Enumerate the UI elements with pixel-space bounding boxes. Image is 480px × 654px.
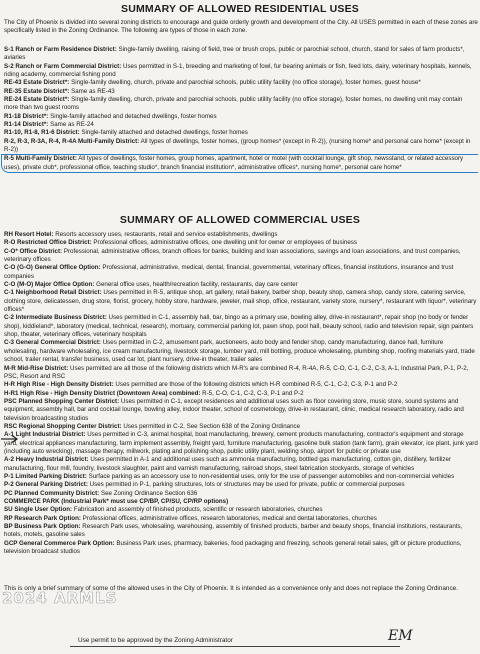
district-code: S-2 Ranch or Farm Commercial District: <box>4 62 122 70</box>
signature-line <box>70 646 400 647</box>
district-uses: Business Park uses, pharmacy, bakeries, food packaging and freezing, schools general retail sales, gift or picture productions, television broadcast studios <box>4 539 462 556</box>
district-uses: R-5, C-O, C-1, C-2, C-3, P-1 and P-2 <box>202 389 304 397</box>
district-uses: Uses permitted in C-3, animal hospital, boat manufacturing, brewery, cement products manufacturing, contractor's equipment and storage yard, electrical appliances manufacturing, farm implement assembly, freight yard, furniture manufacturing, gasoline bulk station (tank farm), grain elevator, ice plant, junk yard (including auto wrecking), massage therapy, millwork, plating and polishing shop, public utility plant, welding shop, airport for public or private use <box>4 431 478 455</box>
list-item <box>4 96 478 113</box>
commercial-use-list <box>4 231 478 556</box>
district-uses: Single-family attached and detached dwellings, foster homes <box>50 112 217 120</box>
residential-title: SUMMARY OF ALLOWED RESIDENTIAL USES <box>120 3 359 15</box>
district-uses: Uses permitted in P-1, parking structures, lots or structures may be used for private, public or commercial purposes <box>89 481 405 489</box>
district-code: RSC Regional Shopping Center District: <box>4 422 122 430</box>
list-item <box>4 498 478 506</box>
list-item <box>4 398 478 423</box>
list-item <box>4 79 478 87</box>
district-uses: Professional offices, administrative offices, one dwelling unit for owner or employees of business <box>93 239 357 247</box>
list-item <box>4 88 478 96</box>
district-uses: All types of dwellings, foster homes, (group homes* (except in R-2)), (nursing home* and personal care home* (except in R-2)) <box>4 137 471 154</box>
district-uses: Same as RE-43 <box>71 87 115 95</box>
district-code: M-R Mid-Rise District: <box>4 364 69 372</box>
district-code: C-2 Intermediate Business District: <box>4 314 107 322</box>
list-item <box>4 481 478 489</box>
district-uses: Resorts accessory uses, restaurants, retail and service establishments, dwellings <box>55 231 278 238</box>
district-uses: Research Park uses, wholesaling, warehousing, assembly of finished products, barber and beauty shops, financial institutions, restaurants, hotels, motels, gasoline sales <box>4 523 463 539</box>
district-code: R-5 Multi-Family District: <box>4 155 77 163</box>
district-code: RE-43 Estate District*: <box>4 79 70 87</box>
district-uses: Uses permitted in C-1, except residences and additional uses such as floor covering store, music store, sound systems and equipment, assembly hall, bar and cocktail lounge, bowling alley, indoor theater, school of cosmetology, drive-in restaurant, clinic, medical research laboratory, radio and television broadcasting studios <box>4 397 464 422</box>
list-item <box>4 129 478 137</box>
district-uses: Professional offices, administrative offices, research laboratories, medical and dental laboratories, churches <box>82 514 377 522</box>
list-item <box>4 264 478 281</box>
district-uses: Uses permitted in S-1, breeding and marketing of fowl, fur bearing animals or fish, feed lots, dairy, veterinary hospitals, kennels, riding academy, commercial fishing pond <box>4 62 472 79</box>
district-uses: Uses permitted in A-1 and additional uses such as ammonia manufacturing, bottled gas manufacturing, cotton gin, distillery, fertilizer manufacturing, flour mill, foundry, livestock slaughter, paint and varnish manufacturing, railroad shops, steel fabrication stockyards, storage of vehicles <box>4 456 451 472</box>
list-item <box>4 506 478 514</box>
commercial-title: SUMMARY OF ALLOWED COMMERCIAL USES <box>119 214 361 226</box>
list-item <box>4 63 478 80</box>
district-uses: Professional, administrative offices, branch offices for banks, building and loan associations, savings and loan associations, and trust companies, veterinary offices <box>4 247 461 264</box>
district-uses: Single-family dwelling, church, private and parochial schools, public utility facility (no office storage), foster homes, no dwelling unit may contain more than two guest rooms <box>4 96 463 112</box>
district-code: H-R1 High Rise - High Density District (Downtown Area) combined: <box>4 389 201 397</box>
intro-paragraph: The City of Phoenix is divided into several zoning districts to encourage and guide orderly growth and development of the City. All USES permitted in each of these zones are specifically listed in the Zoning Ordinance. The following are types of those in each zone. <box>4 19 478 35</box>
district-code: A-1 Light Industrial District: <box>4 431 86 439</box>
district-uses: Single-family attached and detached dwellings, foster homes <box>81 129 248 137</box>
district-uses: Professional, administrative, medical, dental, financial, governmental, veterinary offices, financial institutions, insurance and trust companies <box>4 264 454 280</box>
list-item <box>4 239 478 247</box>
district-code: BP Business Park Option: <box>4 523 81 531</box>
district-uses: General office uses, health/recreation facility, restaurants, day care center <box>96 281 298 289</box>
district-code: R1-14 District*: <box>4 121 49 129</box>
list-item <box>4 456 478 473</box>
district-code: S-1 Ranch or Farm Residence District: <box>4 46 117 53</box>
list-item <box>4 381 478 389</box>
list-item <box>4 473 478 481</box>
district-code: R-O Restricted Office District: <box>4 239 92 247</box>
district-uses: See Zoning Ordinance Section 636 <box>100 489 198 497</box>
district-code: C-O (G-O) General Office Option: <box>4 264 101 272</box>
district-code: PC Planned Community District: <box>4 489 100 497</box>
district-uses: Fabrication and assembly of finished products, scientific or research laboratories, churches <box>73 506 323 514</box>
signature: EM <box>388 628 413 644</box>
list-item <box>4 231 478 239</box>
permit-note: Use permit to be approved by the Zoning Administrator <box>78 637 233 644</box>
district-code: GCP General Commerce Park Option: <box>4 539 115 547</box>
district-code: C-O (M-O) Major Office Option: <box>4 281 95 289</box>
district-code: RE-35 Estate District*: <box>4 87 70 95</box>
watermark: 2024 ARMLS <box>2 589 118 607</box>
residential-intro <box>4 19 478 36</box>
list-item <box>4 523 478 540</box>
district-code: P-2 General Parking District: <box>4 481 88 489</box>
district-code: RH Resort Hotel: <box>4 231 54 238</box>
list-item <box>4 138 478 155</box>
district-code: H-R High Rise - High Density District: <box>4 381 114 389</box>
list-item <box>4 540 478 557</box>
residential-use-list <box>4 46 478 173</box>
district-uses: Single-family dwelling, church, private and parochial schools, public utility facility (no office storage), foster homes, guest house* <box>71 79 421 87</box>
district-uses: Uses permitted in R-5, antique shop, art gallery, retail bakery, barber shop, beauty shop, camera shop, candy store, catering service, clothing store, delicatessen, drug store, florist, grocery, hobby store, hardware, jeweler, mail shop, office, restaurant, variety store, nursery*, restaurant with liquor*, veterinary offices* <box>4 289 477 314</box>
list-item <box>1 154 478 173</box>
district-code: C-O* Office District: <box>4 247 63 255</box>
list-item <box>4 121 478 129</box>
district-code: C-3 General Commercial District: <box>4 339 101 347</box>
district-code: P-1 Limited Parking District: <box>4 472 87 480</box>
district-code: PSC Planned Shopping Center District: <box>4 397 120 405</box>
list-item <box>4 281 478 289</box>
list-item <box>4 431 478 456</box>
arrow-right-icon <box>0 434 22 444</box>
district-uses: Surface parking as an accessory use to non-residential uses, only for the use of passenger automobiles and non-commercial vehicles <box>88 472 455 480</box>
district-code: A-2 Heavy Industrial District: <box>4 456 89 464</box>
list-item <box>4 365 478 382</box>
district-uses: Uses permitted are all those of the following districts which M-R's are combined R-4, R-4A, R-5, C-O, C-1, C-2, C-3, A-1, Industrial Park, P-1, P-2, PSC, Resort and RSC <box>4 364 469 380</box>
district-code: RE-24 Estate District*: <box>4 96 70 104</box>
list-item <box>4 339 478 364</box>
summary-footnote: This is only a brief summary of some of the allowed uses in the City of Phoenix. It is intended as a convenience only and does not replace the Zoning Ordinance. <box>4 585 458 592</box>
district-code: R1-10, R1-8, R1-6 District: <box>4 129 80 137</box>
list-item <box>4 515 478 523</box>
list-item <box>4 490 478 498</box>
district-code: C-1 Neighborhood Retail District: <box>4 289 102 297</box>
district-code: RP Research Park Option: <box>4 514 81 522</box>
district-uses: Uses permitted in C-2, amusement park, auctioneers, auto body and fender shop, candy manufacturing, dance hall, furniture wholesaling, hardware wholesaling, ice cream manufacturing, livestock storage, lumber yard, mill bottling, produce wholesaling, plumbing shop, roofing materials yard, trade school, trailer rental, transfer business, used car lot, plant nursery, drive-in theater, trailer sales <box>4 339 475 364</box>
list-item <box>4 314 478 339</box>
district-uses: Same as RE-24 <box>50 121 94 129</box>
list-item <box>4 390 478 398</box>
list-item <box>4 289 478 314</box>
district-uses: Single-family dwelling, raising of field, tree or brush crops, public or parochial school, church, stand for sales of farm products*, aviaries <box>4 46 465 62</box>
district-code: SU Single User Option: <box>4 506 73 514</box>
district-code: COMMERCE PARK (Industrial Park* must use CP/BP, CP/SU, CP/RP options) <box>4 498 229 505</box>
district-uses: Uses permitted in C-2, See Section 638 of the Zoning Ordinance <box>123 422 301 430</box>
list-item <box>4 423 478 431</box>
district-uses: Uses permitted in C-1, assembly hall, bar, bingo as a primary use, bowling alley, drive-in restaurant*, repair shop (no body or fender shop), kiddieland*, laboratory (medical, technical, research), mortuary, commercial parking lot, pawn shop, pool hall, beauty school, radio and television repair, sign painters shop, theater, veterinary offices, veterinary hospitals <box>4 314 474 339</box>
list-item <box>4 248 478 265</box>
district-code: R1-18 District*: <box>4 112 49 120</box>
list-item <box>4 46 478 63</box>
district-code: R-2, R-3, R-3A, R-4, R-4A Multi-Family District: <box>4 137 140 145</box>
district-uses: All types of dwellings, foster homes, group homes, apartment, hotel or motel (with cocktail lounge, gift shop, newsstand, or related accessory uses), private club*, professional office, teaching studio*, branch financial institution*, administrative offices*, nursing home*, personal care home* <box>4 155 464 171</box>
list-item <box>4 113 478 121</box>
district-uses: Uses permitted are those of the following districts which H-R combined R-5, C-1, C-2, C-3, P-1 and P-2 <box>115 381 398 389</box>
